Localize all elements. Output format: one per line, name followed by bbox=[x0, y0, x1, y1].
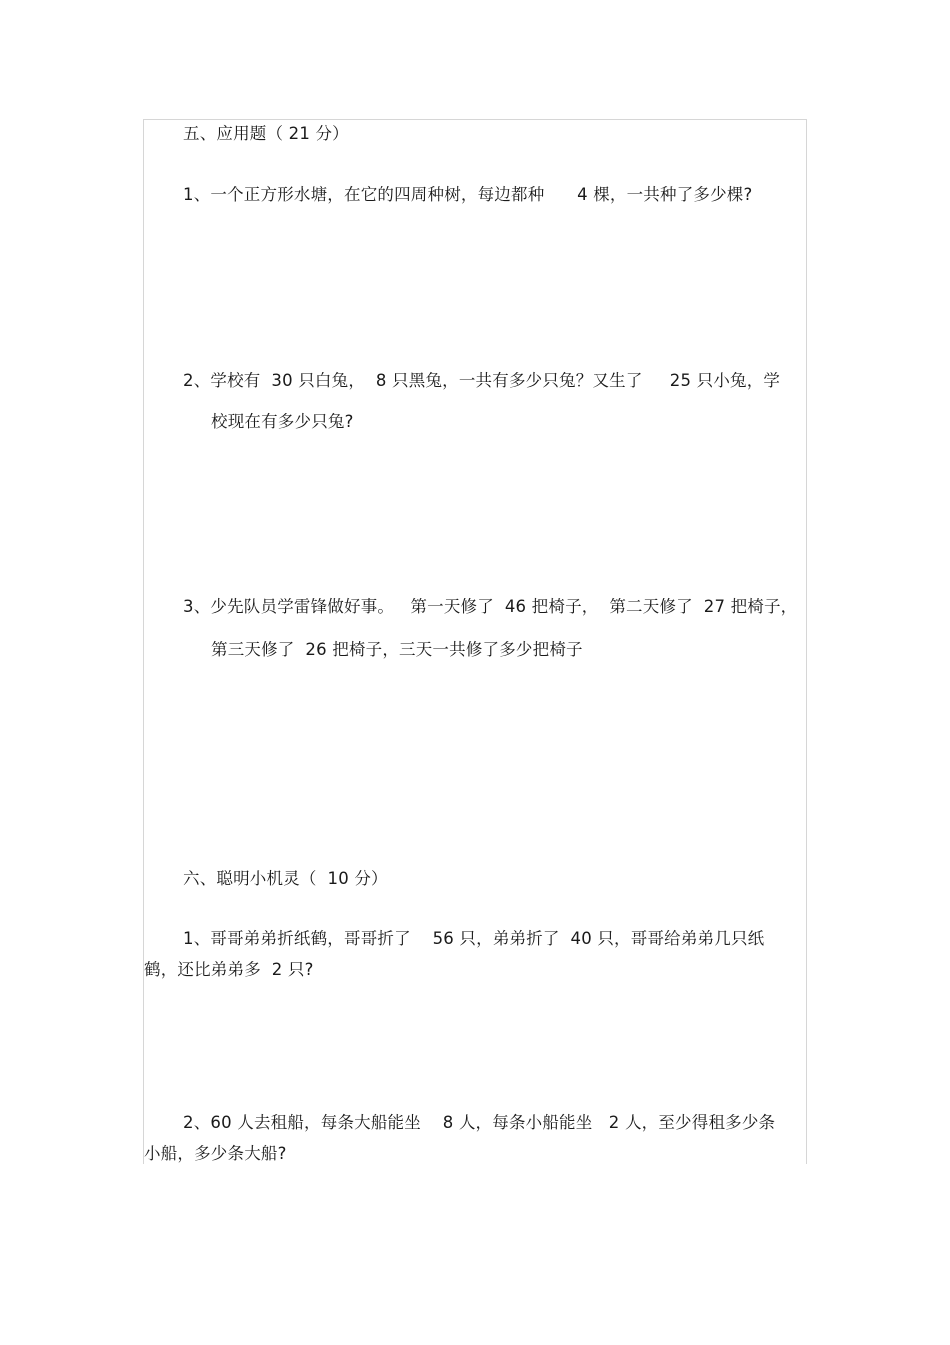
question-3-text-line2: 第三天修了 26 把椅子，三天一共修了多少把椅子 bbox=[211, 640, 583, 659]
section-5-heading: 五、应用题（ 21 分） bbox=[183, 124, 349, 143]
puzzle-1-text-line2: 鹤，还比弟弟多 2 只? bbox=[144, 960, 314, 979]
question-1-text: 1、一个正方形水塘，在它的四周种树，每边都种 4 棵，一共种了多少棵? bbox=[183, 185, 753, 204]
page-frame-left-border bbox=[143, 119, 144, 1164]
page-frame-top-border bbox=[143, 119, 807, 120]
puzzle-2-text-line1: 2、60 人去租船，每条大船能坐 8 人，每条小船能坐 2 人，至少得租多少条 bbox=[183, 1113, 776, 1132]
question-3-text-line1: 3、少先队员学雷锋做好事。 第一天修了 46 把椅子， 第二天修了 27 把椅子， bbox=[183, 597, 798, 616]
puzzle-1-text-line1: 1、哥哥弟弟折纸鹤，哥哥折了 56 只，弟弟折了 40 只，哥哥给弟弟几只纸 bbox=[183, 929, 765, 948]
puzzle-2-text-line2: 小船，多少条大船? bbox=[144, 1144, 287, 1163]
question-2-text-line1: 2、学校有 30 只白兔， 8 只黑兔，一共有多少只兔？又生了 25 只小兔，学 bbox=[183, 371, 781, 390]
page-frame-right-border bbox=[806, 119, 807, 1164]
section-6-heading: 六、聪明小机灵（ 10 分） bbox=[183, 869, 388, 888]
question-2-text-line2: 校现在有多少只兔? bbox=[211, 412, 354, 431]
